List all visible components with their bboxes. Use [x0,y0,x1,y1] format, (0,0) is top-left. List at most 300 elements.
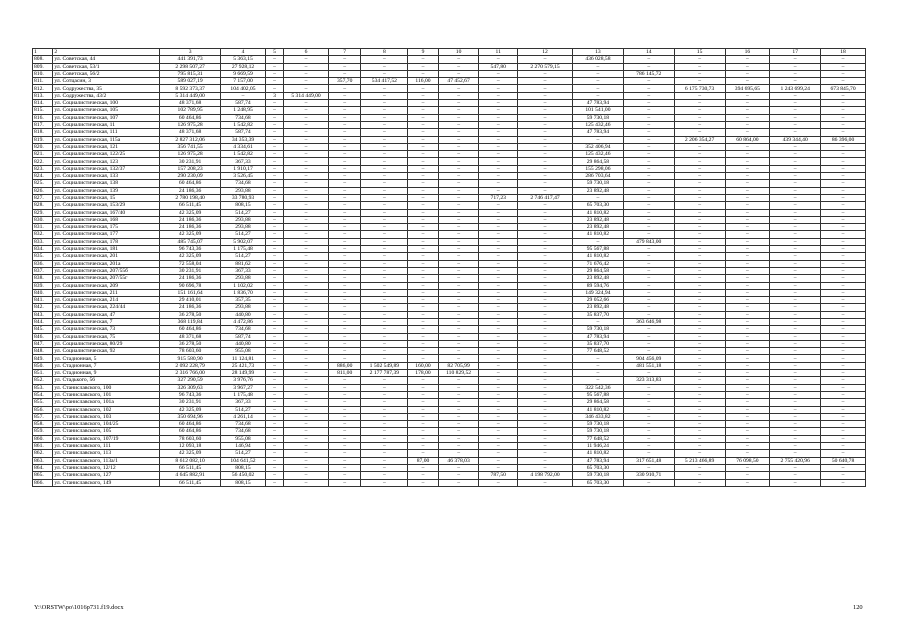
value-cell: 125 432,46 [572,151,623,158]
value-cell: – [284,326,329,333]
value-cell: – [438,151,479,158]
value-cell: – [438,92,479,99]
value-cell: – [674,70,725,77]
value-cell: – [623,282,674,289]
table-row [33,348,866,355]
value-cell: – [408,377,439,384]
value-cell: – [438,246,479,253]
value-cell: – [479,348,518,355]
value-cell: – [479,70,518,77]
value-cell: 178,00 [408,370,439,377]
value-cell: – [265,180,283,187]
value-cell: – [821,253,866,260]
address-cell: ул. Социалистическая, 224/44 [53,304,160,311]
table-row [33,384,866,391]
value-cell: – [821,391,866,398]
value-cell: 48 371,68 [160,333,221,340]
value-cell: – [674,253,725,260]
value-cell: 734,68 [221,180,266,187]
value-cell: – [623,435,674,442]
table-row [33,202,866,209]
value-cell: 367,33 [221,267,266,274]
value-cell: – [438,421,479,428]
value-cell: – [265,275,283,282]
value-cell: 485 745,07 [160,238,221,245]
address-cell: ул. Социалистическая, 207/55г [53,275,160,282]
value-cell: 23 892,48 [572,187,623,194]
value-cell: – [770,421,821,428]
value-cell: – [328,136,361,143]
address-cell: ул. Станиславского, 127 [53,472,160,479]
address-cell: ул. Социалистическая, 133 [53,173,160,180]
value-cell: 440,80 [221,311,266,318]
row-number-cell: 828. [33,202,53,209]
value-cell: – [438,165,479,172]
address-cell: ул. Станиславского, 107/19 [53,435,160,442]
value-cell: 441 391,73 [160,56,221,63]
value-cell: – [361,318,408,325]
value-cell: 357,70 [328,78,361,85]
value-cell: – [284,100,329,107]
value-cell: 352 406,94 [572,143,623,150]
value-cell: – [725,304,770,311]
value-cell: 1 542,82 [221,121,266,128]
value-cell: – [623,63,674,70]
value-cell: – [674,267,725,274]
value-cell: – [674,355,725,362]
value-cell: – [438,340,479,347]
value-cell: – [518,479,573,486]
table-row [33,479,866,486]
value-cell: – [438,202,479,209]
row-number-cell: 833. [33,238,53,245]
value-cell: – [284,384,329,391]
value-cell: – [821,107,866,114]
value-cell: – [623,384,674,391]
value-cell: 126 975,28 [160,151,221,158]
value-cell: – [725,443,770,450]
value-cell: 65 703,30 [572,464,623,471]
value-cell: – [361,209,408,216]
value-cell: 47 783,94 [572,333,623,340]
table-row [33,78,866,85]
column-header: 5 [265,49,283,56]
value-cell: 514,27 [221,231,266,238]
value-cell: – [408,399,439,406]
value-cell: 4 198 792,00 [518,472,573,479]
value-cell: – [518,370,573,377]
value-cell: – [674,377,725,384]
value-cell: – [328,275,361,282]
row-number-cell: 826. [33,187,53,194]
value-cell: – [284,231,329,238]
table-row [33,435,866,442]
value-cell: 95 567,88 [572,391,623,398]
row-number-cell: 815. [33,107,53,114]
value-cell: – [518,289,573,296]
value-cell: – [438,260,479,267]
value-cell: – [479,399,518,406]
value-cell: – [265,107,283,114]
address-cell: ул. Социалистическая, 177 [53,231,160,238]
address-cell: ул. Социалистическая, 121 [53,143,160,150]
value-cell: – [725,194,770,201]
value-cell: – [284,297,329,304]
value-cell: – [328,202,361,209]
value-cell: – [821,114,866,121]
value-cell: – [725,158,770,165]
value-cell: 1 248,95 [221,107,266,114]
value-cell: – [674,224,725,231]
value-cell: – [518,457,573,464]
value-cell: – [479,180,518,187]
row-number-cell: 864. [33,464,53,471]
table-row [33,340,866,347]
value-cell: – [265,450,283,457]
value-cell: – [361,450,408,457]
value-cell: – [265,443,283,450]
value-cell: – [361,435,408,442]
value-cell: 317 651,48 [623,457,674,464]
address-cell: ул. Социалистическая, 175 [53,224,160,231]
value-cell: – [284,289,329,296]
value-cell: – [408,472,439,479]
value-cell: – [479,304,518,311]
value-cell: – [265,129,283,136]
value-cell: – [821,246,866,253]
row-number-cell: 862. [33,450,53,457]
value-cell: – [725,121,770,128]
value-cell: – [361,399,408,406]
value-cell: – [284,246,329,253]
value-cell: – [518,56,573,63]
value-cell: – [408,464,439,471]
value-cell: 326 309,63 [160,384,221,391]
value-cell: – [770,304,821,311]
value-cell: 33 780,93 [221,194,266,201]
value-cell: – [361,100,408,107]
value-cell: – [770,450,821,457]
value-cell: – [408,428,439,435]
value-cell: 126 975,28 [160,121,221,128]
value-cell: – [725,311,770,318]
value-cell: – [821,362,866,369]
address-cell: ул. Социалистическая, 168 [53,216,160,223]
value-cell: – [328,282,361,289]
value-cell: 717,23 [479,194,518,201]
value-cell: – [674,472,725,479]
value-cell: 479 843,00 [623,238,674,245]
value-cell: – [284,180,329,187]
value-cell: – [361,253,408,260]
value-cell: – [623,136,674,143]
value-cell: – [674,282,725,289]
value-cell: 48 371,68 [160,129,221,136]
value-cell: – [284,413,329,420]
value-cell: 8 592 373,37 [160,85,221,92]
value-cell: – [623,165,674,172]
value-cell: – [438,479,479,486]
row-number-cell: 860. [33,435,53,442]
address-cell: ул. Социалистическая, 111 [53,129,160,136]
value-cell: 4 472,86 [221,318,266,325]
value-cell: – [328,340,361,347]
value-cell: – [438,304,479,311]
value-cell: 440,80 [221,340,266,347]
address-cell: ул. Станиславского, 105 [53,428,160,435]
value-cell: 42 325,09 [160,406,221,413]
value-cell: – [725,333,770,340]
value-cell: – [408,246,439,253]
value-cell: 24 186,36 [160,224,221,231]
value-cell: – [361,173,408,180]
value-cell: 155 298,06 [572,165,623,172]
table-row [33,391,866,398]
value-cell: – [623,326,674,333]
value-cell: – [479,260,518,267]
row-number-cell: 846. [33,333,53,340]
value-cell: – [284,224,329,231]
value-cell: – [770,297,821,304]
value-cell: – [518,253,573,260]
value-cell: – [438,428,479,435]
value-cell: – [361,238,408,245]
value-cell: – [479,362,518,369]
value-cell: – [284,143,329,150]
value-cell: – [328,406,361,413]
value-cell: – [265,428,283,435]
value-cell: – [479,85,518,92]
value-cell: – [438,464,479,471]
value-cell: – [623,267,674,274]
value-cell: – [725,56,770,63]
address-cell: ул. Социалистическая, 107 [53,114,160,121]
value-cell: – [770,100,821,107]
value-cell: – [770,311,821,318]
value-cell: – [438,224,479,231]
value-cell: – [725,238,770,245]
value-cell: – [821,479,866,486]
value-cell: – [408,340,439,347]
value-cell: – [408,391,439,398]
value-cell: – [328,450,361,457]
table-row [33,238,866,245]
value-cell: – [408,450,439,457]
value-cell: – [725,340,770,347]
value-cell: 41 810,82 [572,406,623,413]
value-cell: – [770,107,821,114]
value-cell: – [438,56,479,63]
value-cell: 78 603,60 [160,348,221,355]
value-cell: 589 027,19 [160,78,221,85]
value-cell: – [284,464,329,471]
value-cell: 48 371,68 [160,100,221,107]
value-cell: 534 417,52 [361,78,408,85]
value-cell: 5 213 466,89 [674,457,725,464]
value-cell: – [328,260,361,267]
value-cell: – [674,326,725,333]
value-cell: 47 783,94 [572,100,623,107]
value-cell: – [328,472,361,479]
value-cell: 322 542,36 [572,384,623,391]
value-cell: – [770,391,821,398]
value-cell: – [408,151,439,158]
value-cell: – [408,143,439,150]
value-cell: – [408,224,439,231]
address-cell: ул. Социалистическая, 201 [53,253,160,260]
column-header: 4 [221,49,266,56]
value-cell: 71 676,42 [572,260,623,267]
value-cell: – [361,85,408,92]
row-number-cell: 809. [33,63,53,70]
table-row [33,450,866,457]
table-row [33,158,866,165]
value-cell: – [438,136,479,143]
value-cell: – [284,121,329,128]
value-cell: 41 810,82 [572,231,623,238]
value-cell: – [328,355,361,362]
table-row [33,311,866,318]
value-cell: – [479,450,518,457]
value-cell: – [572,194,623,201]
value-cell: – [265,362,283,369]
value-cell: – [265,158,283,165]
row-number-cell: 822. [33,158,53,165]
value-cell: – [623,479,674,486]
value-cell: – [479,391,518,398]
value-cell: 95 567,88 [572,246,623,253]
value-cell: – [361,464,408,471]
value-cell: 59 730,18 [572,428,623,435]
value-cell: – [674,114,725,121]
value-cell: – [361,472,408,479]
value-cell: – [770,326,821,333]
value-cell: – [284,78,329,85]
column-header: 12 [518,49,573,56]
value-cell: – [623,399,674,406]
value-cell: – [265,457,283,464]
value-cell: 330 910,71 [623,472,674,479]
value-cell: 77 648,52 [572,348,623,355]
value-cell: 2 827 312,06 [160,136,221,143]
address-cell: ул. Сотцасин, 3 [53,78,160,85]
value-cell: – [623,100,674,107]
value-cell: – [438,143,479,150]
row-number-cell: 830. [33,216,53,223]
value-cell: – [361,158,408,165]
value-cell: – [725,260,770,267]
value-cell: – [479,100,518,107]
value-cell: – [265,267,283,274]
row-number-cell: 859. [33,428,53,435]
value-cell: – [408,187,439,194]
address-cell: ул. Социалистическая, 122/25 [53,151,160,158]
row-number-cell: 851. [33,370,53,377]
address-cell: ул. Содружества, 43/2 [53,92,160,99]
value-cell: – [328,238,361,245]
value-cell: – [623,78,674,85]
value-cell: – [725,187,770,194]
value-cell: 65 703,30 [572,479,623,486]
value-cell: 24 186,36 [160,275,221,282]
value-cell: – [265,421,283,428]
value-cell: 1 502 549,89 [361,362,408,369]
value-cell: 60 864,00 [725,136,770,143]
value-cell: – [284,435,329,442]
value-cell: – [284,450,329,457]
table-row [33,224,866,231]
row-number-cell: 843. [33,311,53,318]
value-cell: – [725,428,770,435]
value-cell: 66 511,45 [160,202,221,209]
value-cell: 56 450,02 [221,472,266,479]
value-cell: – [328,173,361,180]
value-cell: – [821,318,866,325]
value-cell: – [361,136,408,143]
value-cell: – [674,333,725,340]
value-cell: 34 353,39 [221,136,266,143]
value-cell: 514,27 [221,450,266,457]
row-number-cell: 810. [33,70,53,77]
value-cell: – [438,450,479,457]
value-cell: – [518,384,573,391]
value-cell: – [328,143,361,150]
value-cell: – [284,267,329,274]
value-cell: – [770,143,821,150]
value-cell: 2 746 417,47 [518,194,573,201]
value-cell: 9 669,59 [221,70,266,77]
value-cell: – [265,311,283,318]
value-cell: – [770,231,821,238]
value-cell: – [623,428,674,435]
value-cell: – [623,289,674,296]
value-cell: – [328,384,361,391]
value-cell: – [438,275,479,282]
value-cell: – [770,194,821,201]
row-number-cell: 857. [33,413,53,420]
value-cell: – [725,63,770,70]
value-cell: – [265,413,283,420]
value-cell: – [821,100,866,107]
value-cell: – [821,173,866,180]
value-cell: 29 864,58 [572,267,623,274]
value-cell: – [408,326,439,333]
value-cell: 24 186,36 [160,304,221,311]
value-cell: – [361,63,408,70]
value-cell: 82 705,99 [438,362,479,369]
value-cell: – [674,421,725,428]
value-cell: – [361,151,408,158]
table-row [33,421,866,428]
value-cell: – [725,180,770,187]
value-cell: – [674,464,725,471]
value-cell: 66 511,45 [160,464,221,471]
value-cell: – [438,413,479,420]
value-cell: – [770,216,821,223]
value-cell: – [623,121,674,128]
value-cell: – [438,231,479,238]
value-cell: – [265,479,283,486]
value-cell: 28 149,99 [221,370,266,377]
value-cell: – [623,340,674,347]
value-cell: 363 646,98 [623,318,674,325]
value-cell: 290 230,09 [160,173,221,180]
row-number-cell: 817. [33,121,53,128]
column-header: 3 [160,49,221,56]
table-row [33,370,866,377]
value-cell: – [770,318,821,325]
value-cell: – [821,421,866,428]
